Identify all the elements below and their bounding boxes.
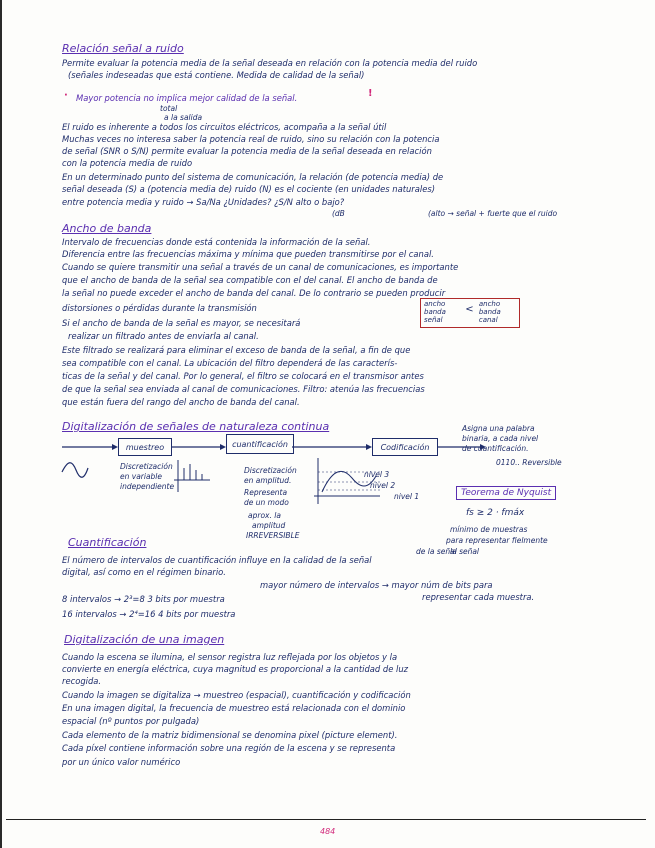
section5-line-3: recogida. [62, 676, 102, 686]
box-codificacion: Codificación [372, 438, 438, 456]
note-aprox-2: amplitud [252, 521, 286, 530]
annot-total: total [160, 104, 178, 113]
section4-title: Cuantificación [68, 536, 147, 549]
noise-line-3: de señal (SNR o S/N) permite evaluar la potencia media de la señal deseada en relación [62, 146, 432, 156]
more-note-2: representar cada muestra. [422, 592, 535, 602]
section5-line-6: espacial (nº puntos por pulgada) [62, 716, 200, 726]
highlight-marker-icon-2: ! [368, 88, 373, 99]
noise-line-4: con la potencia media de ruido [62, 158, 193, 168]
annot-salida: a la salida [164, 113, 203, 122]
noise-line-6: señal deseada (S) a (potencia media de) ruido (N) es el cociente (en unidades naturales) [62, 184, 435, 194]
section5-line-7: Cada elemento de la matriz bidimensional se denomina pixel (picture element). [62, 730, 398, 740]
section4-note-right: de la señal [416, 547, 457, 556]
section3-title: Digitalización de señales de naturaleza continua [62, 420, 330, 433]
ineq-sign: < [465, 304, 474, 315]
quant-example-2: 16 intervalos → 2⁴=16 4 bits por muestra [62, 609, 236, 619]
noise-line-5: En un determinado punto del sistema de comunicación, la relación (de potencia media) de [62, 172, 444, 182]
section5-line-8: Cada píxel contiene información sobre una región de la escena y se representa [62, 743, 396, 753]
section2-line-3: Cuando se quiere transmitir una señal a través de un canal de comunicaciones, es importante [62, 262, 459, 272]
section2-line-5: la señal no puede exceder el ancho de banda del canal. De lo contrario se pueden producir [62, 288, 446, 298]
section4-line-1: El número de intervalos de cuantificación influye en la calidad de la señal [62, 555, 372, 565]
section1-title: Relación señal a ruido [62, 42, 184, 55]
note-cuant-1: Discretización [244, 466, 297, 475]
section2-line-7: Si el ancho de banda de la señal es mayor, se necesitará [62, 318, 301, 328]
section1-highlight-note: Mayor potencia no implica mejor calidad de la señal. [76, 93, 298, 103]
note-cuant-2: en amplitud. [244, 476, 292, 485]
input-wave [62, 463, 88, 478]
section2-line-6: distorsiones o pérdidas durante la transmisión [62, 303, 257, 313]
label-nivel1: nivel 1 [394, 492, 420, 501]
code-example: 0110.. Reversible [496, 458, 562, 467]
section2-line-11: ticas de la señal y del canal. Por lo general, el filtro se colocará en el transmisor antes [62, 371, 424, 381]
noise-line-1: El ruido es inherente a todos los circuitos eléctricos, acompaña a la señal útil [62, 122, 387, 132]
highlight-marker-icon: · [64, 90, 68, 101]
section2-line-13: que están fuera del rango del ancho de banda del canal. [62, 397, 300, 407]
nyquist-note-1: mínimo de muestras [450, 525, 528, 534]
noise-line-7: entre potencia media y ruido → Sa/Na ¿Unidades? ¿S/N alto o bajo? [62, 197, 345, 207]
section5-title: Digitalización de una imagen [64, 633, 225, 646]
section2-line-2: Diferencia entre las frecuencias máxima y mínima que pueden transmitirse por el canal. [62, 249, 434, 259]
ineq-left: ancho banda señal [424, 300, 446, 324]
nyquist-title: Teorema de Nyquist [456, 486, 556, 500]
section1-line-1: Permite evaluar la potencia media de la señal deseada en relación con la potencia media del ruido [62, 58, 478, 68]
nyquist-formula: fs ≥ 2 · fmáx [466, 508, 525, 518]
note-cod-1: Asigna una palabra [462, 424, 535, 433]
nyquist-note-2: para representar fielmente [446, 536, 548, 545]
section4-line-2: digital, así como en el régimen binario. [62, 567, 226, 577]
label-nivel3: nivel 3 [364, 470, 390, 479]
note-muestreo-3: independiente [120, 482, 175, 491]
annot-db: (dB [332, 209, 345, 218]
section2-line-10: sea compatible con el canal. La ubicación del filtro dependerá de las caracterís- [62, 358, 398, 368]
note-muestreo-2: en variable [120, 472, 163, 481]
section2-line-9: Este filtrado se realizará para eliminar el exceso de banda de la señal, a fin de que [62, 345, 411, 355]
section2-line-12: de que la señal sea enviada al canal de comunicaciones. Filtro: atenúa las frecuencias [62, 384, 425, 394]
section2-line-8: realizar un filtrado antes de enviarla al canal. [68, 331, 259, 341]
section5-line-2: convierte en energía eléctrica, cuya magnitud es proporcional a la cantidad de luz [62, 664, 409, 674]
page-number: 484 [320, 827, 336, 836]
section2-line-4: que el ancho de banda de la señal sea compatible con el del canal. El ancho de banda de [62, 275, 438, 285]
note-aprox-3: IRREVERSIBLE [246, 531, 300, 540]
section2-title: Ancho de banda [62, 222, 152, 235]
note-muestreo-1: Discretización [120, 462, 173, 471]
note-cuant-3: Representa [244, 488, 288, 497]
note-cod-3: de cuantificación. [462, 444, 529, 453]
note-aprox-1: aprox. la [248, 511, 281, 520]
box-cuantificacion: cuantificación [226, 434, 294, 454]
page-bottom-rule [6, 819, 646, 820]
section5-line-5: En una imagen digital, la frecuencia de muestreo está relacionada con el dominio [62, 703, 406, 713]
label-nivel2: nivel 2 [370, 481, 396, 490]
bandwidth-inequality-box [420, 298, 520, 328]
quant-example-1: 8 intervalos → 2³=8 3 bits por muestra [62, 594, 225, 604]
ineq-right: ancho banda canal [478, 300, 501, 324]
note-cuant-4: de un modo [244, 498, 289, 507]
box-muestreo: muestreo [118, 438, 172, 456]
annot-alto: (alto → señal + fuerte que el ruido [428, 209, 558, 218]
noise-line-2: Muchas veces no interesa saber la potencia real de ruido, sino su relación con la potencia [62, 134, 440, 144]
section5-line-4: Cuando la imagen se digitaliza → muestreo (espacial), cuantificación y codificación [62, 690, 411, 700]
more-note-1: mayor número de intervalos → mayor núm de bits para [260, 580, 493, 590]
section2-line-1: Intervalo de frecuencias donde está contenida la información de la señal. [62, 237, 371, 247]
note-cod-2: binaria, a cada nivel [462, 434, 539, 443]
section5-line-1: Cuando la escena se ilumina, el sensor registra luz reflejada por los objetos y la [62, 652, 398, 662]
section1-line-2: (señales indeseadas que está contiene. Medida de calidad de la señal) [68, 70, 365, 80]
section5-line-9: por un único valor numérico [62, 757, 181, 767]
nyquist-note-3: la señal [450, 547, 480, 556]
